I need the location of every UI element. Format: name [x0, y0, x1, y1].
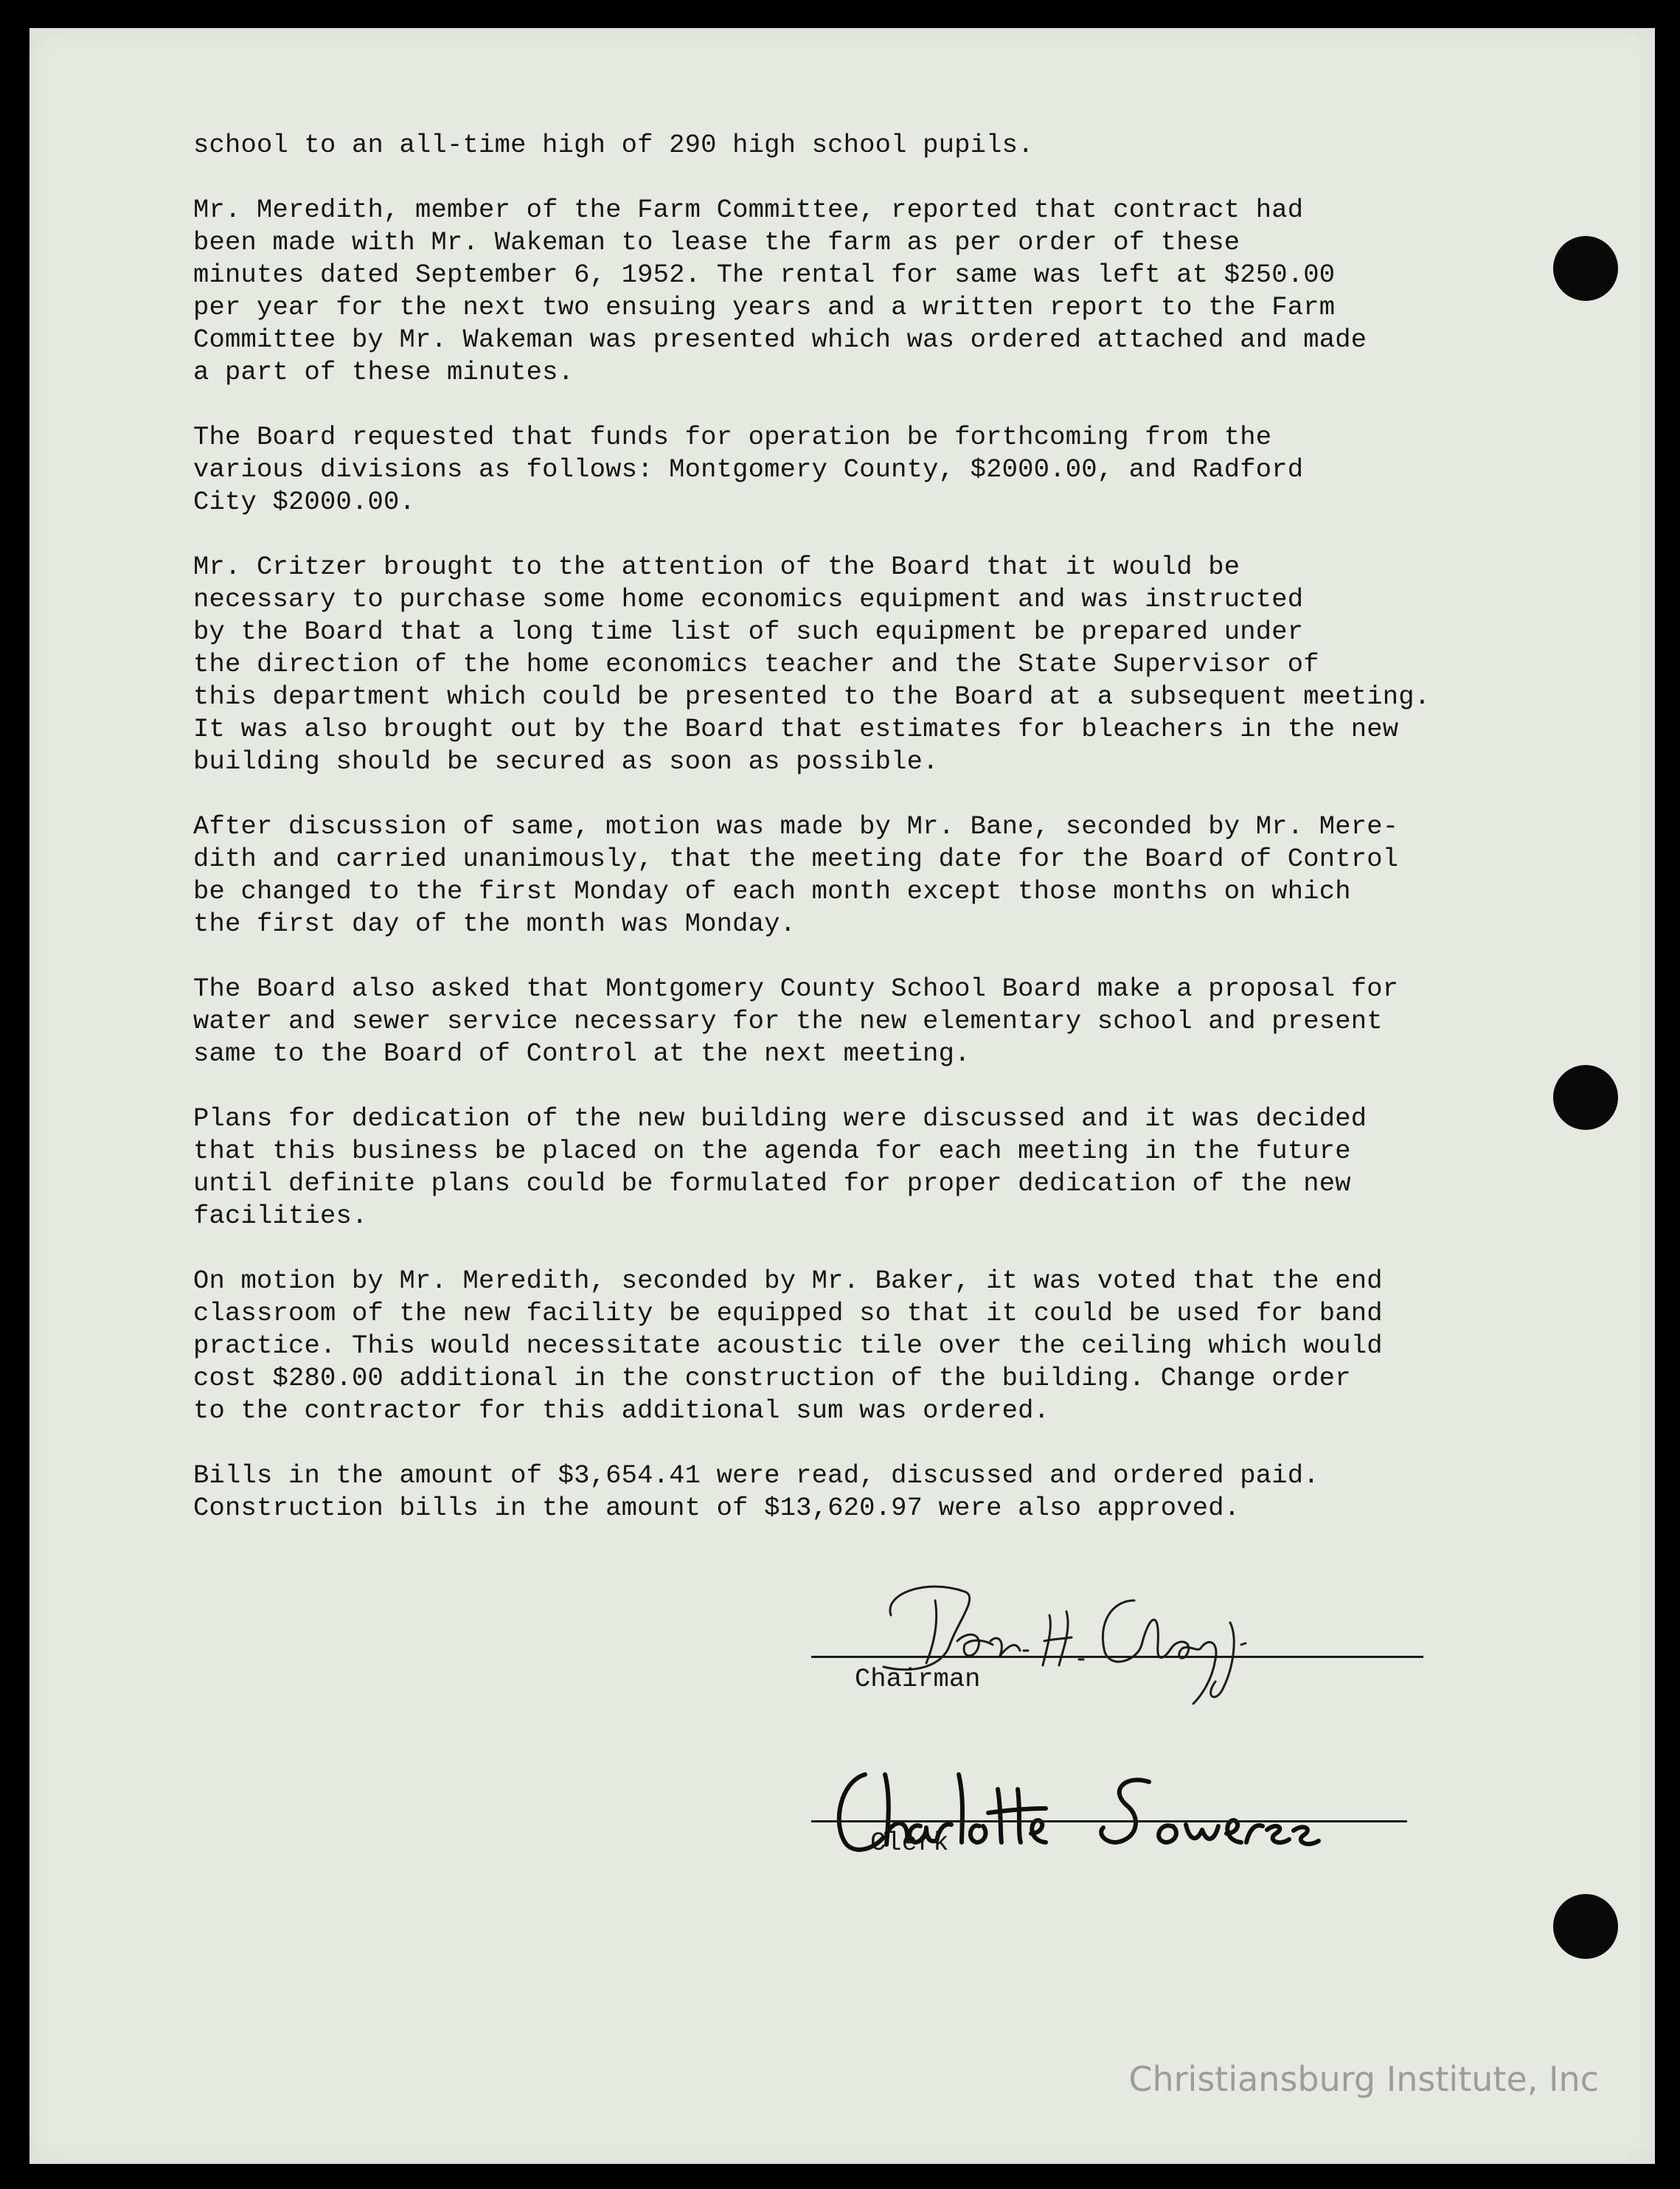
document-page [29, 28, 1655, 2164]
chairman-signature [869, 1571, 1341, 1726]
chairman-signature-line [811, 1656, 1423, 1658]
chairman-caption: Chairman [855, 1664, 981, 1694]
paragraph-band-classroom: On motion by Mr. Meredith, seconded by Mr. Baker, it was voted that the end classroom of the new facility be equipped so that it could be used for band practice. This would necessitate acoustic tile over the ceiling which would cost $280.00 additional in the construction of the building. Change order to the contractor for this additional sum was ordered. [193, 1266, 1383, 1426]
clerk-signature-line [811, 1820, 1407, 1822]
minutes-body [193, 129, 1506, 1524]
punch-hole-top [1553, 236, 1618, 301]
paragraph-operation-funds: The Board requested that funds for operation be forthcoming from the various divisions as follows: Montgomery County, $2000.00, and Radford City $2000.00. [193, 422, 1304, 517]
paragraph-dedication: Plans for dedication of the new building were discussed and it was decided that this business be placed on the agenda for each meeting in the future until definite plans could be formulated for proper dedication of the new facilities. [193, 1103, 1367, 1231]
paragraph-bills: Bills in the amount of $3,654.41 were read, discussed and ordered paid. Construction bills in the amount of $13,620.97 were also approved. [193, 1460, 1319, 1523]
paragraph-home-economics: Mr. Critzer brought to the attention of the Board that it would be necessary to purchase some home economics equipment and was instructed by the Board that a long time list of such equipment be prepared under the direction of the home economics teacher and the State Supervisor of this department which could be presented to the Board at a subsequent meeting. It was also brought out by the Board that estimates for bleachers in the new building should be secured as soon as possible. [193, 552, 1431, 777]
punch-hole-middle [1553, 1065, 1618, 1130]
paragraph-enrollment: school to an all-time high of 290 high school pupils. [193, 130, 1034, 160]
punch-hole-bottom [1553, 1894, 1618, 1959]
paragraph-water-sewer: The Board also asked that Montgomery County School Board make a proposal for water and sewer service necessary for the new elementary school and present same to the Board of Control at the next meeting. [193, 974, 1399, 1069]
paragraph-meeting-date: After discussion of same, motion was made by Mr. Bane, seconded by Mr. Mere- dith and carried unanimously, that the meeting date for the Board of Control be changed to the first Monday of each month except those months on which the first day of the month was Monday. [193, 811, 1399, 939]
clerk-caption: Clerk [870, 1828, 949, 1858]
archive-watermark: Christiansburg Institute, Inc [1128, 2059, 1599, 2099]
paragraph-farm-lease: Mr. Meredith, member of the Farm Committee, reported that contract had been made with Mr. Wakeman to lease the farm as per order of these minutes dated September 6, 1952. The rental for same was left at $250.00 per year for the next two ensuing years and a written report to the Farm Committee by Mr. Wakeman was presented which was ordered attached and made a part of these minutes. [193, 195, 1367, 387]
